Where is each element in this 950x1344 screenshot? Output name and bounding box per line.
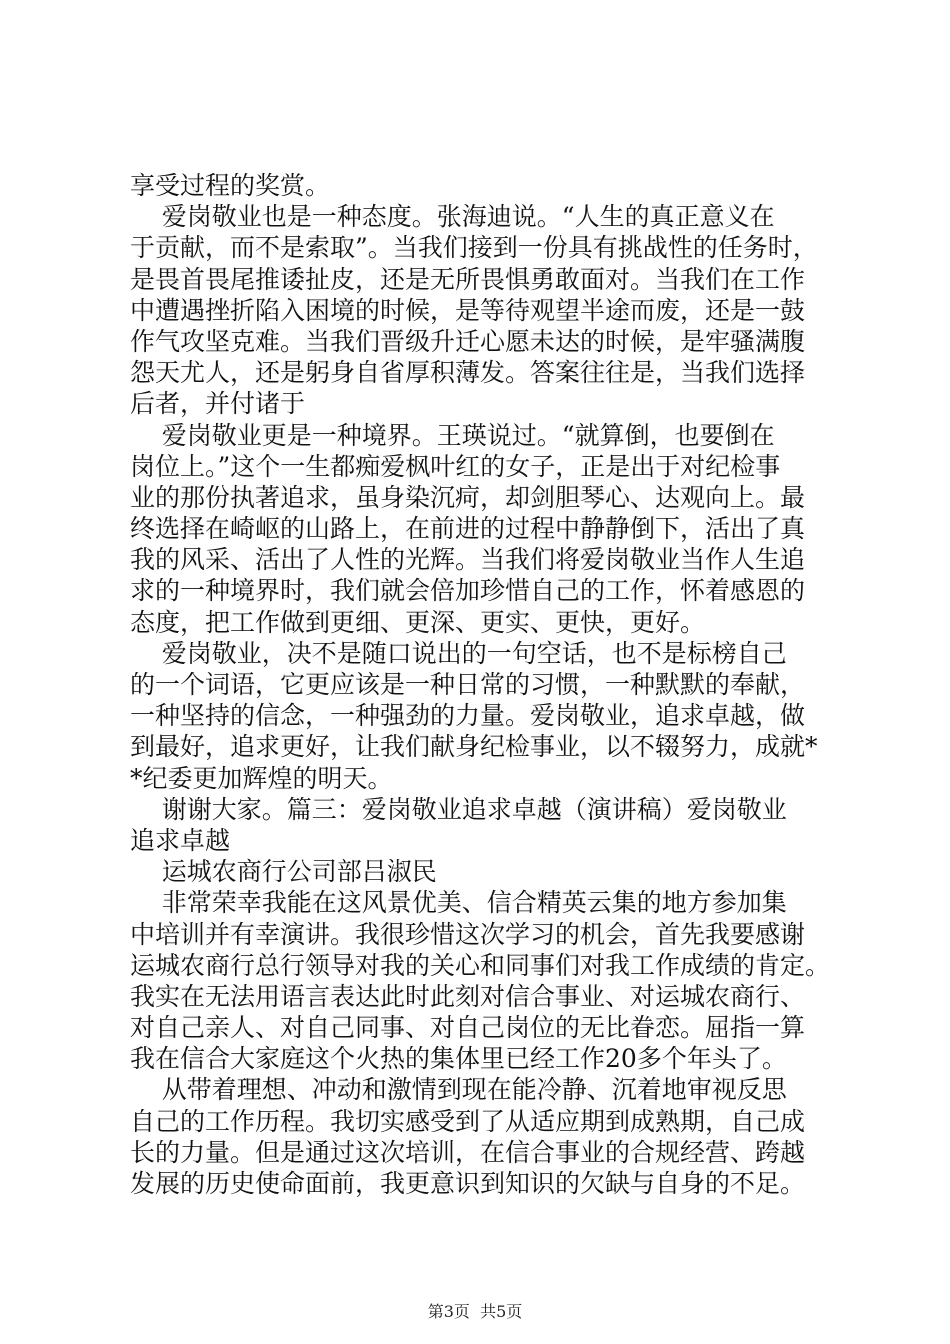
text-line: 爱岗敬业，决不是随口说出的一句空话，也不是标榜自己 (130, 638, 787, 668)
text-line: 于贡献，而不是索取”。当我们接到一份具有挑战性的任务时， (130, 233, 818, 263)
text-line: 追求卓越 (130, 825, 231, 855)
text-line: 后者，并付诸于 (130, 389, 306, 419)
text-line: 的一个词语，它更应该是一种日常的习惯，一种默默的奉献， (130, 670, 806, 699)
text-line: 我在信合大家庭这个火热的集体里已经工作20多个年头了。 (130, 1044, 787, 1074)
text-line: 运城农商行公司部吕淑民 (130, 857, 437, 887)
text-line: 一种坚持的信念，一种强劲的力量。爱岗敬业，追求卓越，做 (130, 701, 806, 731)
text-line: 岗位上。”这个一生都痴爱枫叶红的女子，正是出于对纪检事 (130, 451, 781, 481)
text-line: 终选择在崎岖的山路上，在前进的过程中静静倒下，活出了真 (130, 514, 806, 544)
text-line: 态度，把工作做到更细、更深、更实、更快，更好。 (130, 607, 706, 637)
text-line: 发展的历史使命面前，我更意识到知识的欠缺与自身的不足。 (130, 1169, 806, 1198)
text-line: 享受过程的奖赏。 (130, 171, 331, 200)
text-line: 非常荣幸我能在这风景优美、信合精英云集的地方参加集 (130, 888, 787, 918)
text-line: 爱岗敬业也是一种态度。张海迪说。“人生的真正意义在 (130, 202, 775, 232)
text-line: 作气攻坚克难。当我们晋级升迁心愿未达的时候，是牢骚满腹 (130, 326, 806, 356)
text-line: 怨天尤人，还是躬身自省厚积薄发。答案往往是，当我们选择 (130, 358, 806, 388)
text-line: 中遭遇挫折陷入困境的时候，是等待观望半途而废，还是一鼓 (130, 295, 806, 325)
text-line: 求的一种境界时，我们就会倍加珍惜自己的工作，怀着感恩的 (130, 576, 806, 606)
text-line: 谢谢大家。篇三：爱岗敬业追求卓越（演讲稿）爱岗敬业 (130, 794, 787, 824)
text-line: 运城农商行总行领导对我的关心和同事们对我工作成绩的肯定。 (130, 950, 830, 980)
text-line: 爱岗敬业更是一种境界。王瑛说过。“就算倒，也要倒在 (130, 420, 775, 450)
text-line: 自己的工作历程。我切实感受到了从适应期到成熟期，自己成 (130, 1106, 806, 1136)
text-line: 业的那份执著追求，虽身染沉疴，却剑胆琴心、达观向上。最 (130, 482, 806, 512)
text-line: 我实在无法用语言表达此时此刻对信合事业、对运城农商行、 (130, 981, 806, 1011)
page-footer: 第3页 共5页 (427, 1302, 523, 1321)
text-line: 到最好，追求更好，让我们献身纪检事业，以不辍努力，成就* (130, 732, 818, 762)
text-line: 长的力量。但是通过这次培训，在信合事业的合规经营、跨越 (130, 1137, 806, 1167)
text-line: 对自己亲人、对自己同事、对自己岗位的无比眷恋。屈指一算 (130, 1013, 806, 1043)
text-line: *纪委更加辉煌的明天。 (130, 763, 393, 793)
text-line: 我的风采、活出了人性的光辉。当我们将爱岗敬业当作人生追 (130, 545, 806, 575)
text-line: 从带着理想、冲动和激情到现在能冷静、沉着地审视反思 (130, 1075, 787, 1105)
document-body (130, 170, 830, 1199)
text-line: 中培训并有幸演讲。我很珍惜这次学习的机会，首先我要感谢 (130, 919, 806, 949)
text-line: 是畏首畏尾推诿扯皮，还是无所畏惧勇敢面对。当我们在工作 (130, 264, 806, 294)
